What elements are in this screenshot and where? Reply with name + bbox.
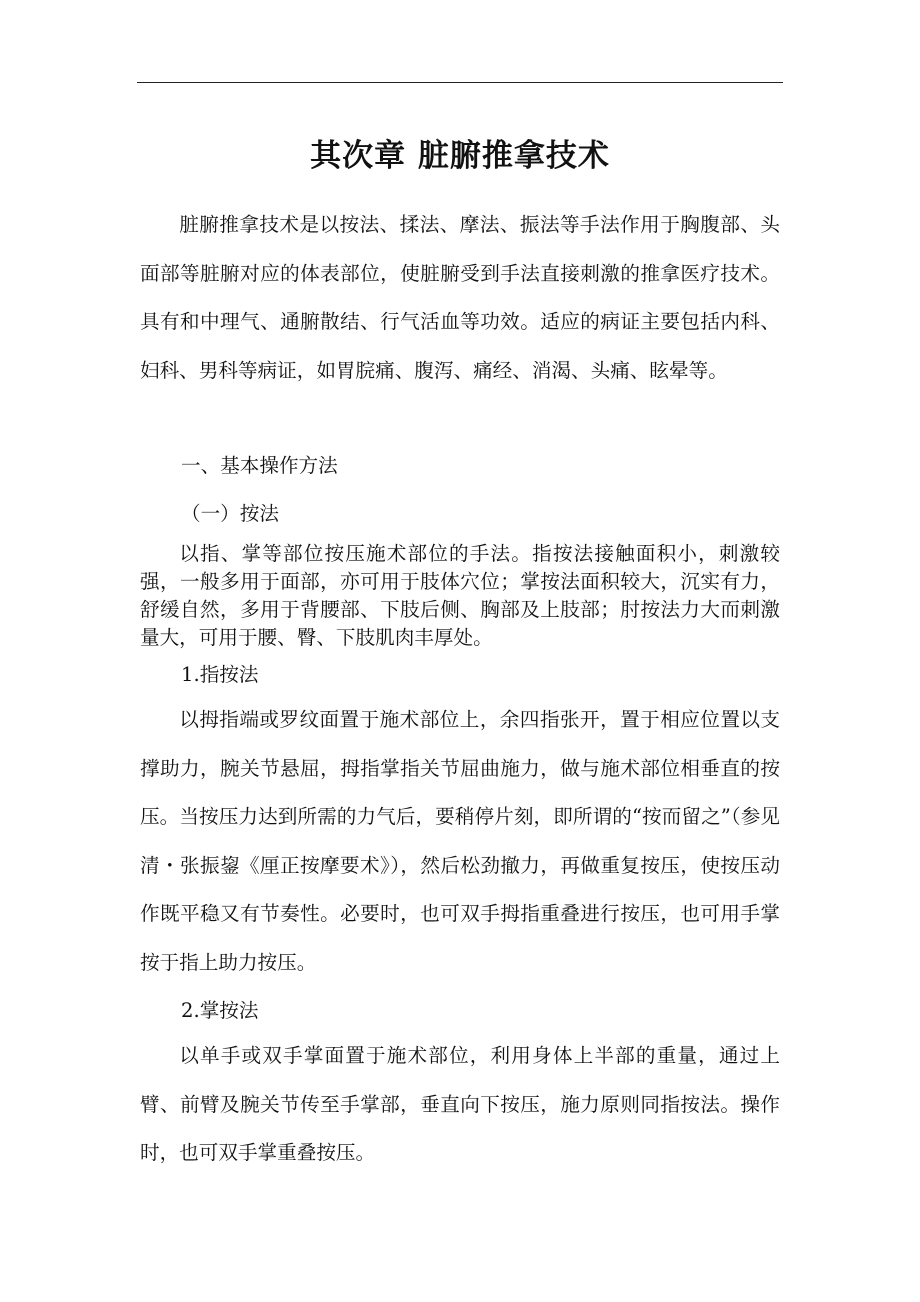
subsection-paragraph: 以指、掌等部位按压施术部位的手法。指按法接触面积小，刺激较强，一般多用于面部，亦可用于肢体穴位；掌按法面积较大，沉实有力，舒缓自然，多用于背腰部、下肢后侧、胸部及上肢部；肘按法力大而刺激量大，可用于腰、臀、下肢肌肉丰厚处。 [140,542,780,649]
intro-paragraph: 脏腑推拿技术是以按法、揉法、摩法、振法等手法作用于胸腹部、头面部等脏腑对应的体表部位，使脏腑受到手法直接刺激的推拿医疗技术。具有和中理气、通腑散结、行气活血等功效。适应的病证主要包括内科、妇科、男科等病证，如胃脘痛、腹泻、痛经、消渴、头痛、眩晕等。 [140,213,780,382]
header-rule [137,82,783,83]
item-heading: 1.指按法 [181,663,259,686]
item-paragraph: 以单手或双手掌面置于施术部位，利用身体上半部的重量，通过上臂、前臂及腕关节传至手掌部，垂直向下按压，施力原则同指按法。操作时，也可双手掌重叠按压。 [140,1044,780,1164]
item-paragraph: 以拇指端或罗纹面置于施术部位上，余四指张开，置于相应位置以支撑助力，腕关节悬屈，拇指掌指关节屈曲施力，做与施术部位相垂直的按压。当按压力达到所需的力气后，要稍停片刻，即所谓的“按而留之”（参见清・张振鋆《厘正按摩要术》），然后松劲撤力，再做重复按压，使按压动作既平稳又有节奏性。必要时，也可双手拇指重叠进行按压，也可用手掌按于指上助力按压。 [140,708,780,974]
section-heading: 一、基本操作方法 [181,454,338,477]
subsection-heading: （一）按法 [181,502,279,525]
item-heading: 2.掌按法 [181,999,259,1022]
page-title: 其次章 脏腑推拿技术 [310,138,610,174]
